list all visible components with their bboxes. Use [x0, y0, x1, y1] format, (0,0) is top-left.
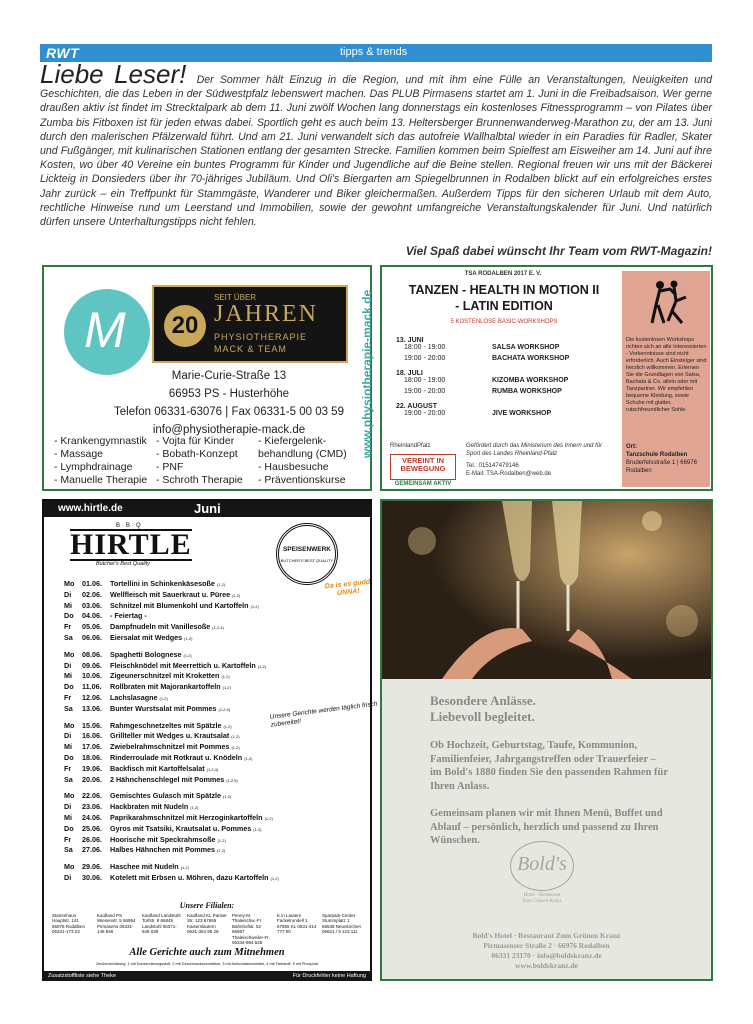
menu-item: [64, 590, 324, 601]
section-title: tipps & trends: [340, 46, 408, 58]
menu-dish: Paprikarahmschnitzel mit Herzoginkartoffeln (1,2): [110, 812, 273, 822]
menu-day: Do: [64, 823, 74, 833]
service-item: - Massage: [54, 448, 104, 460]
service-item: - Bobath-Konzept: [156, 448, 238, 460]
dance-title: TANZEN - HEALTH IN MOTION II - LATIN EDITION: [408, 283, 600, 313]
magazine-logo: RWT: [46, 45, 80, 61]
menu-date: 08.06.: [82, 649, 102, 659]
service-item: - Präventionskurse: [258, 474, 346, 486]
branch-item: K in Lautern Fackelrondell 1 67655 KL 0631-414 777 00: [277, 913, 317, 935]
menu-item: [64, 693, 324, 704]
menu-date: 11.06.: [82, 682, 102, 692]
menu-date: 09.06.: [82, 660, 102, 670]
hirtle-footer: Zusatzstoffliste siehe Theke Für Druckfehler keine Haftung: [44, 971, 370, 981]
menu-date: 02.06.: [82, 589, 102, 599]
menu-item: [64, 742, 324, 753]
menu-dish: 2 Hähnchenschlegel mit Pommes (1,2,5): [110, 774, 238, 784]
services-column-2: [156, 435, 243, 487]
service-item: - Lymphdrainage: [54, 461, 133, 473]
menu-date: 23.06.: [82, 802, 102, 812]
champagne-toast-photo: [382, 501, 711, 679]
menu-week: [64, 862, 324, 884]
menu-dish: Dampfnudeln mit Vanillesoße (1,2,4): [110, 622, 224, 632]
menu-day: Sa: [64, 845, 73, 855]
menu-date: 17.06.: [82, 742, 102, 752]
menu-date: 24.06.: [82, 812, 102, 822]
branches-title: Unsere Filialen:: [179, 901, 235, 910]
physio-ad: [42, 265, 372, 491]
menu-item: [64, 824, 324, 835]
takeaway-note: Alle Gerichte auch zum Mitnehmen: [129, 947, 285, 958]
branch-item: Sparpark-Center Stummplatz 1 66538 Neunkirchen 06821 / 9 123 111: [322, 913, 362, 935]
schedule-date: 22. AUGUST: [396, 403, 437, 410]
hirtle-url[interactable]: www.hirtle.de: [58, 503, 123, 514]
bolds-logo: Bold's Hotel · Restaurant Zum Grünen Kranz: [502, 841, 582, 911]
menu-week: [64, 650, 324, 715]
menu-day: Sa: [64, 632, 73, 642]
physio-email[interactable]: info@physiotherapie-mack.de: [152, 424, 306, 436]
menu-item: [64, 802, 324, 813]
menu-dish: - Feiertag -: [110, 611, 147, 621]
schedule-row: 19:00 - 20:00 BACHATA WORKSHOP: [404, 355, 570, 362]
menu-dish: Bunter Wurstsalat mit Pommes (1,2,5): [110, 703, 231, 713]
menu-item: [64, 835, 324, 846]
menu-date: 03.06.: [82, 600, 102, 610]
menu-week: [64, 721, 324, 786]
dance-schedule: [396, 333, 620, 421]
menu-day: Di: [64, 731, 72, 741]
hirtle-logo: B·B·Q HIRTLE Butcher's Best Quality: [70, 523, 192, 567]
service-item: - Hausbesuche: [258, 461, 329, 473]
menu-day: Fr: [64, 692, 72, 702]
menu-date: 19.06.: [82, 763, 102, 773]
menu-date: 25.06.: [82, 823, 102, 833]
menu-dish: Backfisch mit Kartoffelsalat (1,2,4): [110, 763, 219, 773]
schedule-row: 18:00 - 19:00 SALSA WORKSHOP: [404, 344, 560, 351]
additives-legend: Zeichenerklärung: 1 mit Konservierungsstoff, 2 mit Geschmacksverstärker, 3 mit Antioxidationsmittel, 4 mit Farbstoff, 5 mit Phosphat: [96, 962, 318, 966]
menu-day: Mo: [64, 791, 75, 801]
menu-dish: Hoorische mit Speckrahmsoße (1,2): [110, 834, 226, 844]
menu-day: Mi: [64, 671, 72, 681]
sponsor-text: Gefördert durch das Ministerium des Innern und für Sport des Landes Rheinland-Pfalz Tel.: 015147479146 E-Mail: TSA-Rodalben@web.de: [466, 442, 616, 478]
menu-date: 15.06.: [82, 720, 102, 730]
menu-day: Sa: [64, 774, 73, 784]
menu-date: 30.06.: [82, 872, 102, 882]
service-item: behandlung (CMD): [258, 448, 347, 460]
services-column-1: [54, 435, 147, 487]
bolds-headline-2: Liebevoll begleitet.: [430, 709, 535, 724]
menu-dish: Tortellini in Schinkenkäsesoße (1,2): [110, 579, 226, 588]
menu-item: [64, 611, 324, 622]
menu-item: [64, 862, 324, 873]
menu-day: Do: [64, 682, 74, 692]
menu-dish: Halbes Hähnchen mit Pommes (1,2): [110, 845, 226, 855]
menu-day: Mo: [64, 579, 75, 588]
editorial-text: Der Sommer hält Einzug in die Region, und mit ihm eine Fülle an Veranstaltungen, Neuigkeiten und Geschichten, die das Leben in der Südwestpfalz lebenswert machen. Das PLUB Pirmasens startet am 1. Juni in die Freibadsaison. Wer gerne draußen aktiv ist findet im Strecktalpark ab dem 11. Juni zwölf Wochen lang donnerstags ein kostenloses Fitnessprogramm – von Pilates über Zumba bis Fitboxen ist für jeden etwas dabei. Sportlich geht es auch beim 13. Heltersberger Brunnenwanderweg-Marathon zu, der am 13. Juni durch den malerischen Pfälzerwald führt. Und am 21. Juni verwandelt sich das autofreie Wallhalbtal wieder in ein Paradies für Radler, Skater und Fußgänger, mit kulinarischen Stationen entlang der gesamten Strecke. Familien kommen beim Spielfest am Eisweiher am 14. Juni auf ihre Kosten, wo über 40 Vereine ein buntes Programm für Kinder und Jugendliche auf die Beine stellen. Regional freuen wir uns mit der Bäckerei Lickteig in Donsieders über ihr 70-jähriges Jubiläum. Und Oli's Biergarten am Spiegelbrunnen in Rodalben blickt auf ein erfolgreiches erstes Jahr zurück – ein Treffpunkt für Stammgäste, Wanderer und Biker gleichermaßen. Außerdem Tipps für den sicheren Urlaub mit dem Auto, rechtliche Hinweise rund um Leerstand und Immobilien, sowie der gewohnt umfangreiche Veranstaltungskalender für Juni. Und natürlich dürfen unsere Unterhaltungstipps nicht fehlen.: [40, 74, 712, 229]
menu-dish: Wellfleisch mit Sauerkraut u. Püree (1,2): [110, 589, 241, 599]
rlp-logo: RheinlandPfalz: [390, 443, 431, 449]
gudd-stamp: Da is es gudd UNNA!: [324, 578, 371, 598]
menu-day: Fr: [64, 834, 72, 844]
menu-item: [64, 813, 324, 824]
menu-item: [64, 661, 324, 672]
menu-item: [64, 845, 324, 856]
menu-item: [64, 764, 324, 775]
editorial-intro: [40, 59, 712, 229]
menu-dish: Gyros mit Tsatsiki, Krautsalat u. Pommes (1,2): [110, 823, 262, 833]
schedule-date: 13. JUNI: [396, 337, 424, 344]
branches-list: [52, 913, 368, 949]
menu-item: [64, 721, 324, 732]
anniversary-badge: [152, 285, 348, 363]
page-number: 03: [688, 44, 706, 61]
bolds-headline-1: Besondere Anlässe.: [430, 693, 536, 708]
badge-line1: SEIT ÜBER: [214, 293, 257, 302]
menu-day: Mo: [64, 649, 75, 659]
menu-day: Mi: [64, 812, 72, 822]
menu-dish: Gemischtes Gulasch mit Spätzle (1,2): [110, 791, 232, 801]
menu-day: Do: [64, 752, 74, 762]
dance-info: Die kostenlosen Workshops richten sich an alle Interessierten - Vorkenntnisse sind nicht erforderlich. Auch Einsteiger sind herzlich willkommen. Erlernen Sie die Grundlagen von Salsa, Bachata & Co. allein oder mit Tanzpartner. Wir empfehlen bequeme Kleidung, sowie Schuhe mit glatter, rutschfreundlicher Sohle.: [626, 337, 707, 413]
menu-date: 18.06.: [82, 752, 102, 762]
menu-date: 12.06.: [82, 692, 102, 702]
menu-item: [64, 579, 324, 590]
menu-dish: Grillteller mit Wedges u. Krautsalat (1,2): [110, 731, 240, 741]
menu-item: [64, 753, 324, 764]
menu-day: Di: [64, 802, 72, 812]
editorial-signoff: Viel Spaß dabei wünscht Ihr Team vom RWT-Magazin!: [405, 244, 712, 258]
bolds-hotel-ad: [380, 499, 713, 981]
service-item: - Vojta für Kinder: [156, 435, 235, 447]
menu-item: [64, 873, 324, 884]
menu-dish: Rahmgeschnetzeltes mit Spätzle (1,2): [110, 720, 232, 730]
dance-workshop-ad: [380, 265, 713, 491]
menu-dish: Rinderroulade mit Rotkraut u. Knödeln (1,2): [110, 752, 253, 762]
menu-dish: Spaghetti Bolognese (1,2): [110, 649, 192, 659]
speisenwerk-seal: SPEISENWERK BUTCHER'S BEST QUALITY: [276, 523, 338, 585]
menu-month: Juni: [194, 501, 221, 516]
service-item: - Kiefergelenk-: [258, 435, 327, 447]
menu-date: 27.06.: [82, 845, 102, 855]
menu-date: 26.06.: [82, 834, 102, 844]
physio-address: [104, 367, 354, 439]
bolds-address: Bold's Hotel · Restaurant Zum Grünen Kranz Pirmasenser Straße 2 · 66976 Rodalben 06331 23170 · info@boldskranz.de www.boldskranz.de: [382, 931, 711, 971]
menu-date: 05.06.: [82, 622, 102, 632]
menu-dish: Zwiebelrahmschnitzel mit Pommes (1,2): [110, 742, 240, 752]
menu-date: 20.06.: [82, 774, 102, 784]
menu-day: Fr: [64, 622, 72, 632]
menu-day: Di: [64, 589, 72, 599]
hirtle-top-bar: [44, 501, 370, 517]
menu-day: Mi: [64, 600, 72, 610]
services-column-3: [258, 435, 347, 487]
menu-item: [64, 671, 324, 682]
gemeinsam-aktiv: GEMEINSAM AKTIV: [394, 481, 452, 487]
menu-day: Di: [64, 660, 72, 670]
menu-item: [64, 704, 324, 715]
physio-street: Marie-Curie-Straße 13: [171, 370, 287, 382]
menu-dish: Fleischknödel mit Meerrettich u. Kartoffeln (1,2): [110, 660, 267, 670]
dance-phone: Tel.: 015147479146: [466, 463, 519, 469]
dance-email[interactable]: E-Mail: TSA-Rodalben@web.de: [466, 471, 552, 477]
menu-day: Mo: [64, 720, 75, 730]
dancers-icon: [642, 277, 692, 327]
service-item: - Krankengymnastik: [54, 435, 147, 447]
schedule-date: 18. JULI: [396, 370, 423, 377]
menu-dish: Rollbraten mit Majorankartoffeln (1,2): [110, 682, 231, 692]
menu-item: [64, 622, 324, 633]
menu-day: Mo: [64, 862, 75, 872]
menu-date: 22.06.: [82, 791, 102, 801]
menu-day: Fr: [64, 763, 72, 773]
verein-logo: VEREINT IN BEWEGUNG: [390, 454, 456, 480]
weekly-menu: [64, 579, 324, 890]
branch-item: Kaufland KL Pariser Str. 123 67655 Kaiserslautern 0631-354 95 29: [187, 913, 227, 935]
service-item: - PNF: [156, 461, 184, 473]
schedule-row: 19:00 - 20:00 RUMBA WORKSHOP: [404, 388, 562, 395]
dance-subtitle: 5 KOSTENLOSE BASIC-WORKSHOPS: [450, 319, 558, 325]
editorial-headline: Liebe Leser!: [40, 59, 187, 89]
bolds-copy: [430, 693, 670, 848]
bolds-paragraph-2: Gemeinsam planen wir mit Ihnen Menü, Buffet und Ablauf – persönlich, herzlich und passend zu Ihren Wünschen.: [430, 808, 663, 846]
branch-item: Penny-M. Thaleischw.-Fr. Bahnhofstr. 52 66987 Thaleischweiler-Fr. 06334-984 525: [232, 913, 270, 946]
menu-item: [64, 731, 324, 742]
menu-week: [64, 791, 324, 856]
physio-url[interactable]: www.physiotherapie-mack.de: [360, 289, 374, 459]
menu-dish: Kotelett mit Erbsen u. Möhren, dazu Kartoffeln (1,2): [110, 872, 279, 882]
fresh-note: Unsere Gerichte werden täglich frisch zubereitet!: [269, 700, 378, 729]
branch-item: Kaufland Landstuhl Torfstr. 8 66849 Landstuhl 06371-946 039: [142, 913, 181, 935]
menu-dish: Lachslasagne (1,2): [110, 692, 168, 702]
badge-line4: MACK & TEAM: [214, 344, 287, 354]
menu-item: [64, 791, 324, 802]
menu-date: 16.06.: [82, 731, 102, 741]
bolds-url[interactable]: www.boldskranz.de: [515, 961, 578, 970]
schedule-row: 19:00 - 20:00 JIVE WORKSHOP: [404, 410, 552, 417]
menu-dish: Haschee mit Nudeln (1,2): [110, 862, 189, 872]
menu-date: 13.06.: [82, 703, 102, 713]
physio-logo: M: [64, 289, 150, 375]
menu-day: Do: [64, 611, 74, 621]
menu-date: 01.06.: [82, 579, 102, 588]
menu-dish: Hackbraten mit Nudeln (1,2): [110, 802, 199, 812]
menu-day: Mi: [64, 742, 72, 752]
bolds-paragraph-1: Ob Hochzeit, Geburtstag, Taufe, Kommunion, Familienfeier, Jahrgangstreffen oder Trauerfeier – im Bold's 1880 finden Sie den passenden Rahmen für Ihren Anlass.: [430, 740, 668, 792]
badge-line2: JAHREN: [214, 301, 319, 327]
menu-date: 29.06.: [82, 862, 102, 872]
menu-date: 06.06.: [82, 632, 102, 642]
menu-item: [64, 650, 324, 661]
menu-dish: Schnitzel mit Blumenkohl und Kartoffeln (1,2): [110, 600, 259, 610]
service-item: - Manuelle Therapie: [54, 474, 148, 486]
menu-item: [64, 775, 324, 786]
branch-item: Kaufland PS Wiesenstr. 5 66954 Pirmasens 06331-146 846: [97, 913, 136, 935]
bolds-contact[interactable]: 06331 23170 · info@boldskranz.de: [491, 951, 602, 960]
menu-item: [64, 633, 324, 644]
badge-number: 20: [164, 305, 206, 347]
badge-line3: PHYSIOTHERAPIE: [214, 332, 308, 342]
menu-date: 10.06.: [82, 671, 102, 681]
menu-item: [64, 601, 324, 612]
dance-sidebar: [622, 271, 710, 487]
menu-day: Di: [64, 872, 72, 882]
dance-location: Ort: Tanzschule Rodalben Bruderfelsstraße 1 | 66976 Rodalben: [626, 444, 697, 474]
menu-dish: Eiersalat mit Wedges (1,2): [110, 632, 193, 642]
menu-date: 04.06.: [82, 611, 102, 621]
service-item: - Schroth Therapie: [156, 474, 243, 486]
dance-org: TSA RODALBEN 2017 E. V.: [464, 271, 542, 277]
branch-item: Stammhaus Hauptstr. 141 66976 Rodalben 06331-173 23: [52, 913, 86, 935]
menu-day: Sa: [64, 703, 73, 713]
physio-phone: Telefon 06331-63076 | Fax 06331-5 00 03 59: [114, 406, 344, 418]
menu-week: [64, 579, 324, 644]
schedule-row: 18:00 - 19:00 KIZOMBA WORKSHOP: [404, 377, 569, 384]
physio-city: 66953 PS - Husterhöhe: [168, 388, 290, 400]
hirtle-menu-ad: [42, 499, 378, 981]
menu-dish: Zigeunerschnitzel mit Kroketten (1,2): [110, 671, 230, 681]
menu-item: [64, 682, 324, 693]
